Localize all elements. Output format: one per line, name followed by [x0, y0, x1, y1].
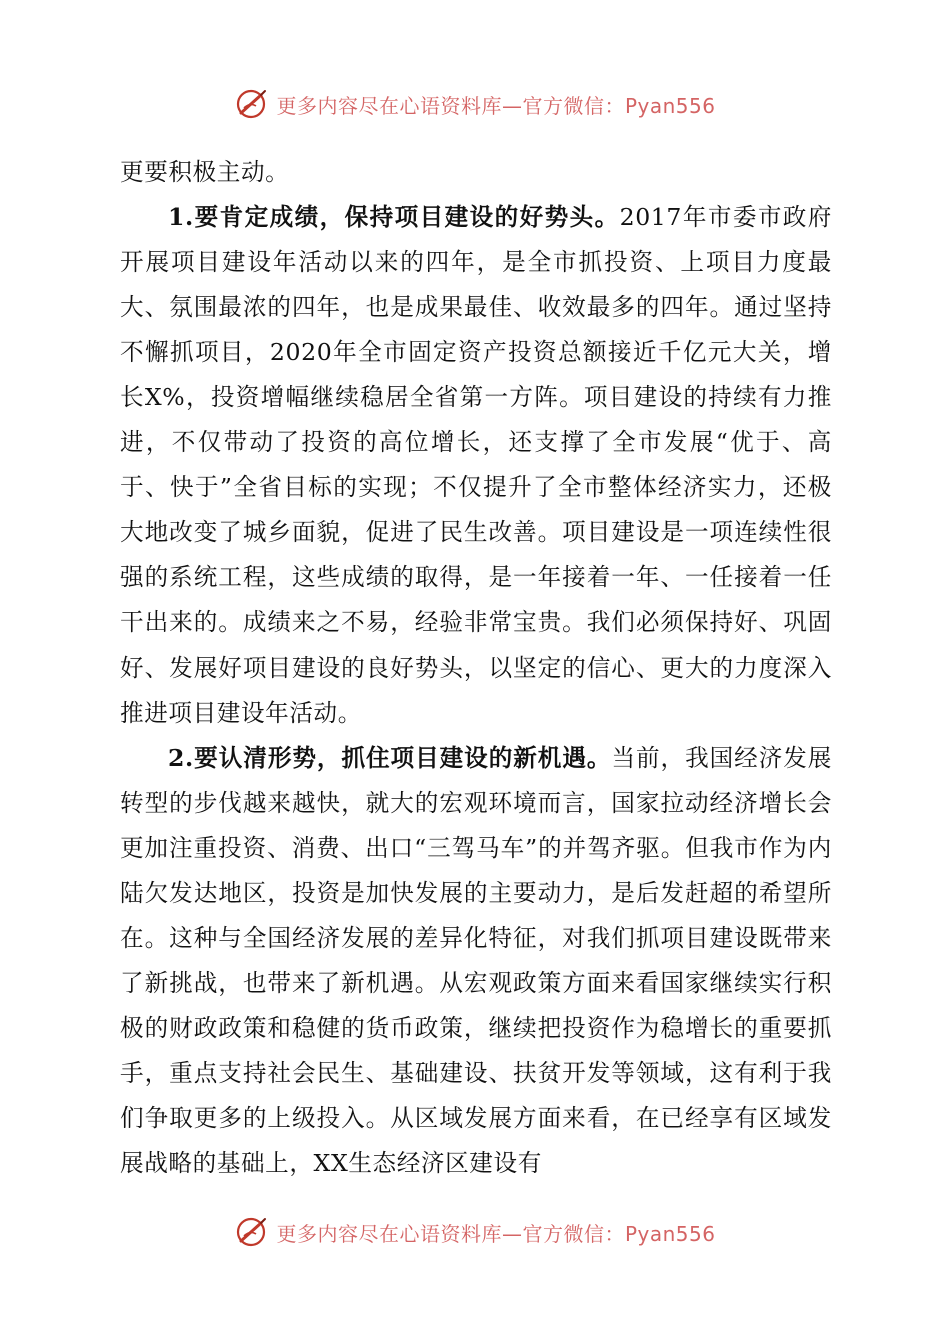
footer-watermark: [0, 1210, 950, 1254]
header-watermark: [0, 82, 950, 126]
paragraph-body: 当前，我国经济发展转型的步伐越来越快，就大的宏观环境而言，国家拉动经济增长会更加注重投资、消费、出口“三驾马车”的并驾齐驱。但我市作为内陆欠发达地区，投资是加快发展的主要动力，是后发赶超的希望所在。这种与全国经济发展的差异化特征，对我们抓项目建设既带来了新挑战，也带来了新机遇。从宏观政策方面来看国家继续实行积极的财政政策和稳健的货币政策，继续把投资作为稳增长的重要抓手，重点支持社会民生、基础建设、扶贫开发等领域，这有利于我们争取更多的上级投入。从区域发展方面来看，在已经享有区域发展战略的基础上，XX生态经济区建设有: [120, 743, 833, 1178]
paragraph-heading: 2.要认清形势，抓住项目建设的新机遇。: [168, 743, 612, 772]
watermark-text: 更多内容尽在心语资料库—官方微信：Pyan556: [276, 93, 716, 118]
paragraph-heading: 1.要肯定成绩，保持项目建设的好势头。: [168, 203, 620, 232]
paragraph-body: 2017年市委市政府开展项目建设年活动以来的四年，是全市抓投资、上项目力度最大、氛围最浓的四年，也是成果最佳、收效最多的四年。通过坚持不懈抓项目，2020年全市固定资产投资总额接近千亿元大关，增长X%，投资增幅继续稳居全省第一方阵。项目建设的持续有力推进，不仅带动了投资的高位增长，还支撑了全市发展“优于、高于、快于”全省目标的实现；不仅提升了全市整体经济实力，还极大地改变了城乡面貌，促进了民生改善。项目建设是一项连续性很强的系统工程，这些成绩的取得，是一年接着一年、一任接着一任干出来的。成绩来之不易，经验非常宝贵。我们必须保持好、巩固好、发展好项目建设的良好势头，以坚定的信心、更大的力度深入推进项目建设年活动。: [120, 203, 833, 727]
pen-logo-icon: [234, 1214, 270, 1250]
paragraph-continuation: [120, 150, 832, 195]
paragraph-1: [120, 195, 832, 736]
paragraph-2: [120, 736, 832, 1186]
document-body: [120, 150, 832, 1186]
watermark-text: 更多内容尽在心语资料库—官方微信：Pyan556: [276, 1221, 716, 1246]
pen-logo-icon: [234, 86, 270, 122]
paragraph-body: 更要积极主动。: [120, 158, 290, 186]
